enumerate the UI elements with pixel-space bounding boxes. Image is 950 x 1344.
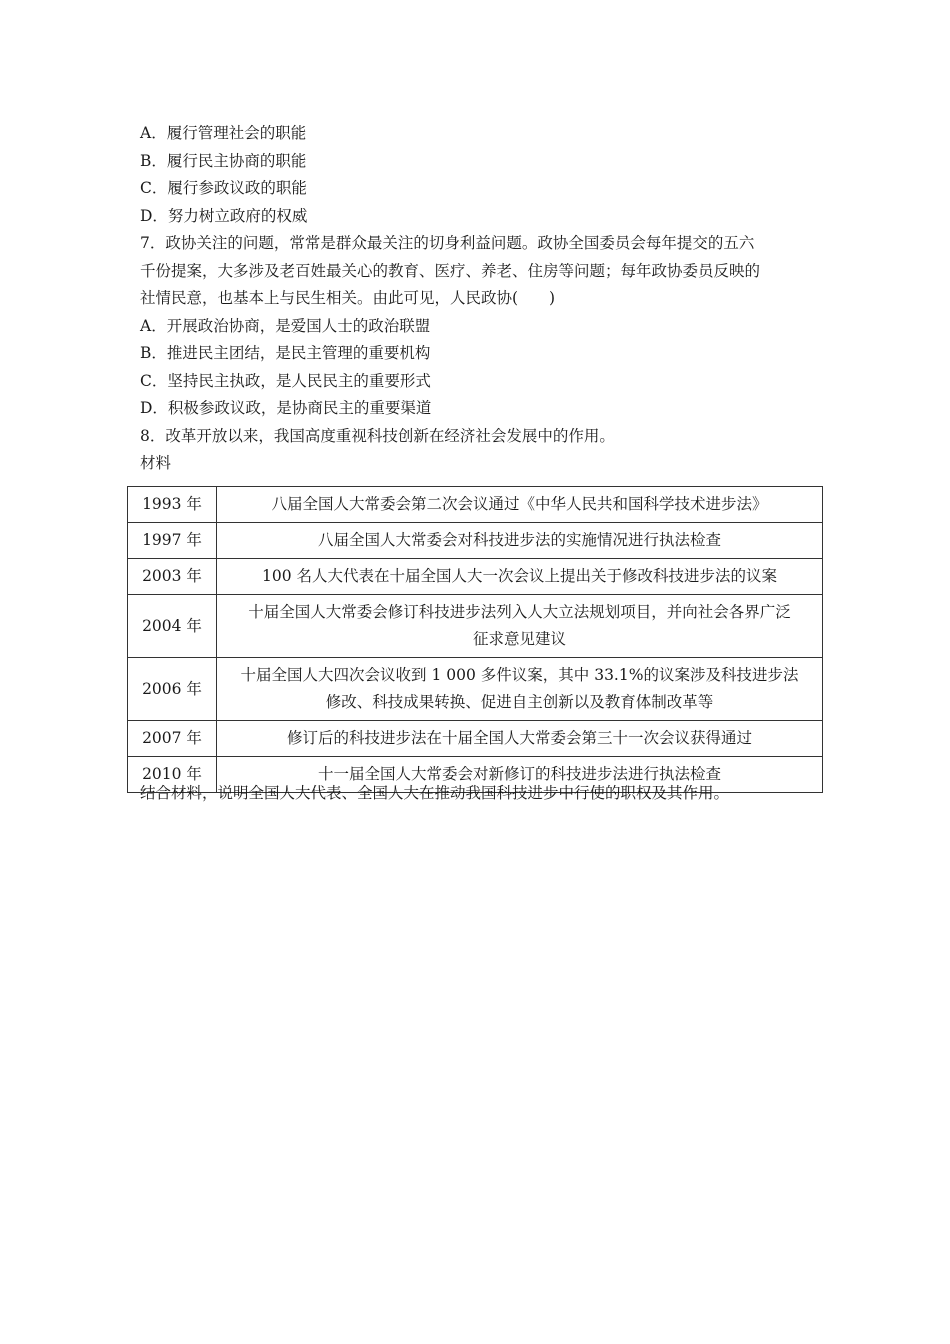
q7-option-b: B．推进民主团结，是民主管理的重要机构: [140, 344, 431, 362]
material-label: 材料: [140, 454, 172, 472]
q6-option-a: A．履行管理社会的职能: [140, 124, 307, 142]
table-row: [128, 523, 823, 559]
event-cell: [217, 523, 823, 559]
q8-question: 结合材料，说明全国人大代表、全国人大在推动我国科技进步中行使的职权及其作用。: [140, 784, 730, 802]
event-cell: [217, 559, 823, 595]
event-text: 八届全国人大常委会第二次会议通过《中华人民共和国科学技术进步法》: [271, 495, 768, 513]
q8-stem: 8．改革开放以来，我国高度重视科技创新在经济社会发展中的作用。: [140, 426, 615, 445]
event-text: 十届全国人大四次会议收到 1 000 多件议案，其中 33.1%的议案涉及科技进步法: [240, 666, 799, 684]
q7-stem: [140, 230, 820, 313]
year-cell: 2007 年: [128, 721, 217, 757]
q6-option-c: C．履行参政议政的职能: [140, 179, 307, 197]
event-text: 修改、科技成果转换、促进自主创新以及教育体制改革等: [325, 693, 714, 711]
q7-stem-line: 千份提案，大多涉及老百姓最关心的教育、医疗、养老、住房等问题；每年政协委员反映的: [140, 261, 761, 280]
q7-option-a: A．开展政治协商，是爱国人士的政治联盟: [140, 316, 431, 335]
material-table: [127, 486, 823, 793]
q6-option-b: B．履行民主协商的职能: [140, 151, 307, 170]
table-row: [128, 595, 823, 658]
event-cell: [217, 595, 823, 658]
year-cell: 2004 年: [128, 595, 217, 658]
q6-option-d: D．努力树立政府的权威: [140, 206, 308, 225]
table-row: [128, 487, 823, 523]
event-text: 100 名人大代表在十届全国人大一次会议上提出关于修改科技进步法的议案: [261, 567, 777, 585]
event-text: 十届全国人大常委会修订科技进步法列入人大立法规划项目，并向社会各界广泛: [248, 603, 791, 621]
q7-stem-line: 7．政协关注的问题，常常是群众最关注的切身利益问题。政协全国委员会每年提交的五六: [140, 234, 755, 252]
event-cell: [217, 721, 823, 757]
table-row: [128, 559, 823, 595]
event-text: 征求意见建议: [472, 630, 566, 648]
event-text: 修订后的科技进步法在十届全国人大常委会第三十一次会议获得通过: [286, 729, 752, 747]
year-cell: 2006 年: [128, 658, 217, 721]
q7-option-c: C．坚持民主执政，是人民民主的重要形式: [140, 371, 431, 390]
year-cell: 2010 年: [128, 757, 217, 793]
event-text: 八届全国人大常委会对科技进步法的实施情况进行执法检查: [317, 531, 721, 549]
year-cell: 2003 年: [128, 559, 217, 595]
event-text: 十一届全国人大常委会对新修订的科技进步法进行执法检查: [317, 765, 721, 783]
year-cell: 1997 年: [128, 523, 217, 559]
table-row: [128, 721, 823, 757]
event-cell: [217, 658, 823, 721]
q7-stem-line: 社情民意，也基本上与民生相关。由此可见，人民政协( ): [140, 289, 556, 307]
table-row: [128, 658, 823, 721]
event-cell: [217, 487, 823, 523]
q7-option-d: D．积极参政议政，是协商民主的重要渠道: [140, 399, 432, 417]
question-content: [140, 120, 820, 478]
year-cell: 1993 年: [128, 487, 217, 523]
